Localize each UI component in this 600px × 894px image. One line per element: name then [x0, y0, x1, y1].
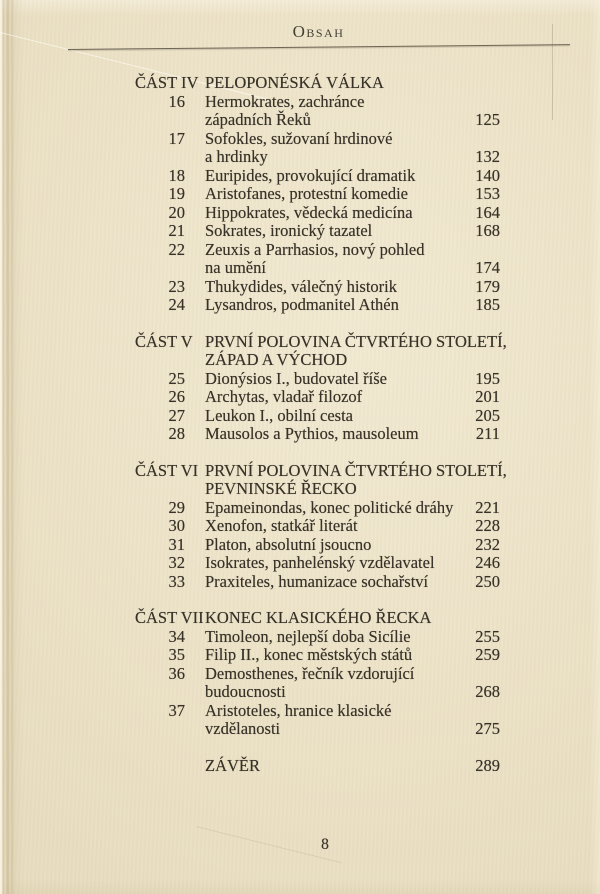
chapter-title: [205, 499, 472, 518]
chapter-number: 37: [168, 700, 185, 720]
toc-entry: [135, 370, 500, 389]
toc-entry: [135, 573, 500, 592]
page-ref: 153: [475, 184, 500, 203]
page-header: [37, 22, 600, 42]
chapter-title: [205, 278, 472, 297]
chapter-title: [205, 388, 472, 407]
text-line: a hrdinky: [205, 147, 268, 166]
chapter-title: [205, 93, 472, 130]
page-ref: 259: [475, 645, 500, 664]
text-line: Hermokrates, zachránce: [205, 91, 365, 111]
part-label: ČÁST VI: [135, 460, 199, 480]
toc-entry: [135, 646, 500, 665]
chapter-number: 21: [168, 221, 185, 240]
chapter-number: 20: [168, 202, 185, 222]
chapter-title: [205, 702, 472, 739]
chapter-number: 24: [168, 295, 185, 314]
page-ref: 125: [475, 110, 500, 129]
toc-part-heading: [135, 74, 500, 93]
toc-part-heading: [135, 331, 507, 370]
chapter-number: 34: [168, 626, 185, 646]
chapter-title: [205, 370, 472, 389]
text-line: PRVNÍ POLOVINA ČTVRTÉHO STOLETÍ,: [205, 331, 507, 351]
text-line: PRVNÍ POLOVINA ČTVRTÉHO STOLETÍ,: [205, 460, 507, 480]
page-ref: 255: [475, 626, 500, 646]
text-line: Euripides, provokující dramatik: [205, 165, 416, 185]
text-line: Aristoteles, hranice klasické: [205, 700, 392, 720]
chapter-title: [205, 554, 472, 573]
page-ref: 275: [475, 719, 500, 738]
toc-entry: [135, 296, 500, 315]
toc-entry: [135, 665, 500, 702]
toc-entry: [135, 554, 500, 573]
text-line: Zeuxis a Parrhasios, nový pohled: [205, 239, 425, 259]
page-ref: 201: [475, 387, 500, 406]
page-ref: 174: [475, 258, 500, 277]
page-ref: 168: [475, 221, 500, 240]
text-line: Timoleon, nejlepší doba Sicílie: [205, 626, 411, 646]
page-ref: 246: [475, 553, 500, 572]
chapter-number: 29: [168, 497, 185, 517]
chapter-title: [205, 425, 472, 444]
chapter-title: [205, 646, 472, 665]
text-line: budoucnosti: [205, 682, 286, 701]
page-ref: 228: [475, 516, 500, 535]
chapter-number: 22: [168, 239, 185, 259]
page-ref: 268: [475, 682, 500, 701]
text-line: Sokrates, ironický tazatel: [205, 221, 373, 240]
toc-entry: [135, 167, 500, 186]
part-title: [205, 74, 472, 93]
page-ref: 221: [475, 497, 500, 517]
page-ref: 211: [475, 424, 500, 443]
toc-entry: [135, 388, 500, 407]
part-label: ČÁST V: [135, 331, 193, 351]
toc-entry: [135, 93, 500, 130]
chapter-title: [205, 407, 472, 426]
text-line: Thukydides, válečný historik: [205, 276, 398, 296]
text-line: KONEC KLASICKÉHO ŘECKA: [205, 608, 432, 627]
chapter-number: 31: [168, 534, 185, 554]
chapter-number: 35: [168, 645, 185, 664]
text-line: Leukon I., obilní cesta: [205, 405, 354, 425]
chapter-number: 23: [168, 276, 185, 296]
page-ref: 195: [475, 368, 500, 388]
page-ref: 179: [475, 276, 500, 296]
toc-entry: [135, 517, 500, 536]
page-ref: 164: [475, 202, 500, 222]
text-line: vzdělanosti: [205, 719, 281, 738]
page-ref: 289: [475, 755, 500, 775]
chapter-title: [205, 665, 472, 702]
chapter-number: 36: [168, 663, 185, 683]
chapter-number: 30: [168, 516, 185, 535]
page-ref: 250: [475, 571, 500, 591]
toc-entry: [135, 702, 500, 739]
part-label: ČÁST IV: [135, 73, 199, 92]
text-line: Hippokrates, vědecká medicína: [205, 202, 413, 222]
page-edge-shadow: [0, 0, 24, 894]
page-ref: 205: [475, 405, 500, 425]
chapter-number: 32: [168, 553, 185, 572]
closing-title: [205, 757, 472, 776]
text-line: Xenofon, statkář literát: [205, 516, 358, 535]
toc-entry: [135, 185, 500, 204]
text-line: Isokrates, panhelénský vzdělavatel: [205, 553, 435, 572]
text-line: Archytas, vladař filozof: [205, 387, 363, 406]
chapter-number: 19: [168, 184, 185, 203]
chapter-number: 17: [168, 128, 185, 148]
toc-entry: [135, 278, 500, 297]
chapter-title: [205, 130, 472, 167]
chapter-number: 18: [168, 165, 185, 185]
page-ref: 232: [475, 534, 500, 554]
toc-entry: [135, 222, 500, 241]
text-line: západních Řeků: [205, 110, 311, 129]
chapter-title: [205, 241, 472, 278]
part-title: [205, 609, 472, 628]
toc-entry: [135, 241, 500, 278]
text-line: Filip II., konec městských států: [205, 645, 413, 664]
text-line: ZÁVĚR: [205, 755, 260, 775]
text-line: Lysandros, podmanitel Athén: [205, 295, 399, 314]
text-line: Dionýsios I., budovatel říše: [205, 368, 387, 388]
page-number: 8: [321, 836, 329, 853]
chapter-number: 33: [168, 571, 185, 591]
page-ref: 140: [475, 165, 500, 185]
toc-closing: [135, 757, 500, 776]
part-label: ČÁST VII: [135, 608, 204, 627]
toc-entry: [135, 425, 500, 444]
chapter-title: [205, 185, 472, 204]
chapter-title: [205, 628, 472, 647]
toc-body: [135, 73, 507, 775]
page-ref: 185: [475, 295, 500, 314]
header-rule: [68, 44, 570, 50]
text-line: PEVNINSKÉ ŘECKO: [205, 479, 357, 498]
chapter-title: [205, 573, 472, 592]
part-title: [205, 460, 507, 499]
text-line: ZÁPAD A VÝCHOD: [205, 350, 348, 369]
text-line: Platon, absolutní jsoucno: [205, 534, 372, 554]
chapter-number: 27: [168, 405, 185, 425]
toc-entry: [135, 407, 500, 426]
toc-part-heading: [135, 460, 507, 499]
toc-entry: [135, 499, 500, 518]
chapter-number: 25: [168, 368, 185, 388]
chapter-number: 16: [168, 91, 185, 111]
text-line: Demosthenes, řečník vzdorující: [205, 663, 415, 683]
part-title: [205, 331, 507, 370]
toc-entry: [135, 628, 500, 647]
text-line: Epameinondas, konec politické dráhy: [205, 497, 454, 517]
chapter-title: [205, 222, 472, 241]
text-line: na umění: [205, 258, 266, 277]
text-line: Aristofanes, protestní komedie: [205, 184, 408, 203]
toc-entry: [135, 130, 500, 167]
chapter-title: [205, 167, 472, 186]
text-line: PELOPONÉSKÁ VÁLKA: [205, 73, 384, 92]
text-line: Praxiteles, humanizace sochařství: [205, 571, 429, 591]
toc-entry: [135, 204, 500, 223]
page-title: Obsah: [292, 22, 345, 41]
chapter-title: [205, 204, 472, 223]
toc-entry: [135, 536, 500, 555]
toc-part-heading: [135, 609, 500, 628]
chapter-number: 28: [168, 424, 185, 443]
chapter-title: [205, 536, 472, 555]
chapter-title: [205, 517, 472, 536]
chapter-title: [205, 296, 472, 315]
text-line: Mausolos a Pythios, mausoleum: [205, 424, 419, 443]
chapter-number: 26: [168, 387, 185, 406]
text-line: Sofokles, sužovaní hrdinové: [205, 128, 393, 148]
page-ref: 132: [475, 147, 500, 166]
